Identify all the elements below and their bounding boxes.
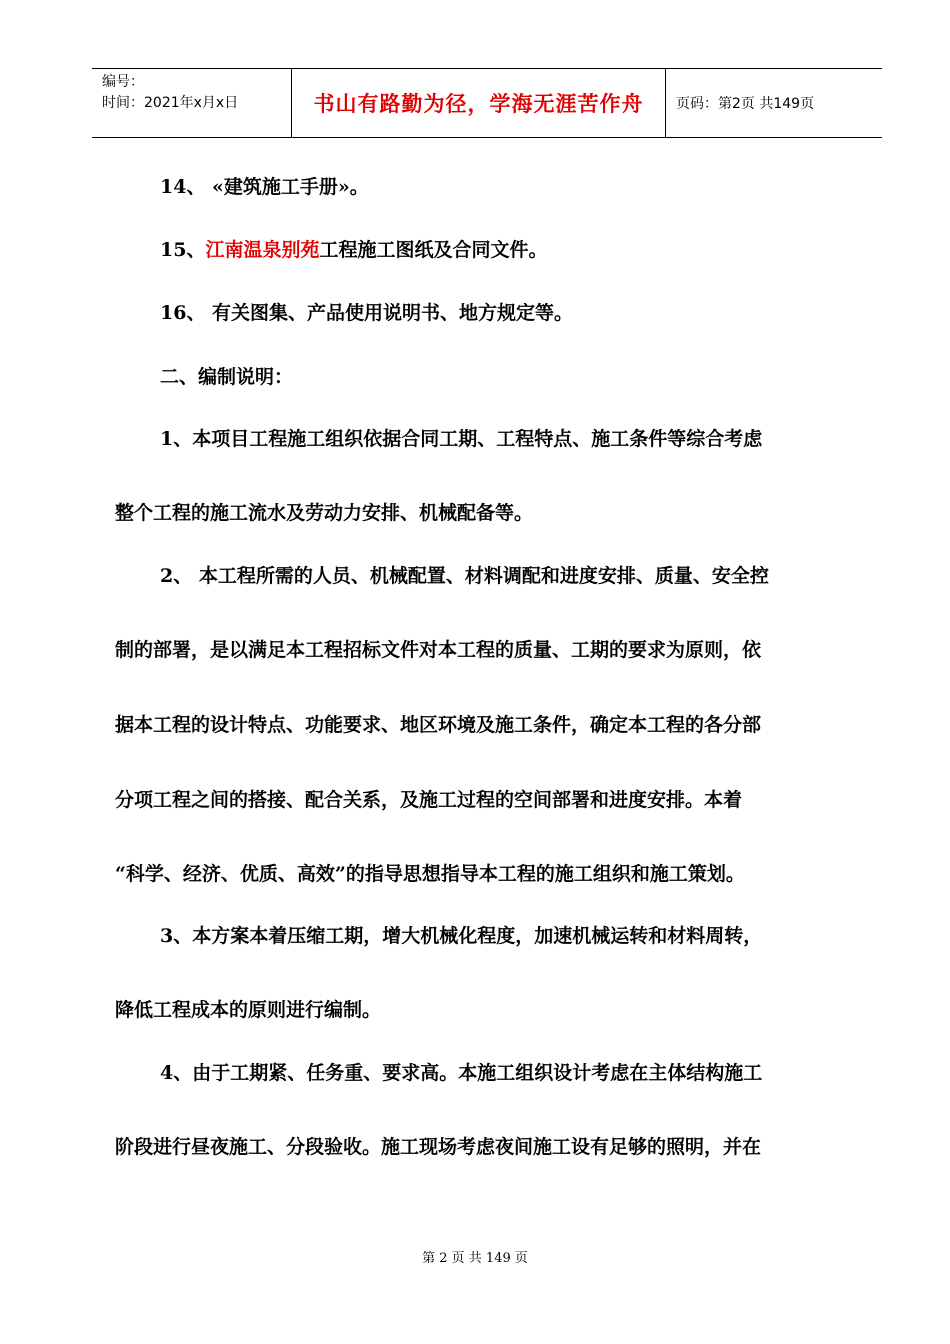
line-16: 16、 有关图集、产品使用说明书、地方规定等。 bbox=[160, 302, 574, 324]
paragraph-line: 2、 本工程所需的人员、机械配置、材料调配和进度安排、质量、安全控 bbox=[160, 565, 769, 587]
paragraph-line: 3、本方案本着压缩工期，增大机械化程度，加速机械运转和材料周转， bbox=[160, 925, 763, 947]
paragraph-line: 制的部署，是以满足本工程招标文件对本工程的质量、工期的要求为原则，依 bbox=[115, 639, 762, 661]
paragraph-line: “科学、经济、优质、高效”的指导思想指导本工程的施工组织和施工策划。 bbox=[115, 863, 745, 885]
paragraph-line: 1、本项目工程施工组织依据合同工期、工程特点、施工条件等综合考虑 bbox=[160, 428, 763, 450]
header-motto: 书山有路勤为径，学海无涯苦作舟 bbox=[292, 69, 666, 137]
header-page-info: 页码：第2页 共149页 bbox=[676, 96, 815, 112]
paragraph-line: 降低工程成本的原则进行编制。 bbox=[115, 999, 382, 1021]
header-meta bbox=[92, 69, 292, 137]
paragraph-line: 4、由于工期紧、任务重、要求高。本施工组织设计考虑在主体结构施工 bbox=[160, 1062, 763, 1084]
project-name-highlight: 江南温泉别苑 bbox=[205, 239, 320, 261]
paragraph-line: 据本工程的设计特点、功能要求、地区环境及施工条件，确定本工程的各分部 bbox=[115, 714, 762, 736]
time-label: 时间：2021年x月x日 bbox=[102, 95, 239, 111]
line-15 bbox=[160, 235, 547, 262]
line-15-prefix: 15、 bbox=[160, 239, 206, 261]
section-heading: 二、编制说明： bbox=[160, 366, 294, 388]
paragraph-line: 阶段进行昼夜施工、分段验收。施工现场考虑夜间施工设有足够的照明，并在 bbox=[115, 1136, 762, 1158]
paragraph-line: 整个工程的施工流水及劳动力安排、机械配备等。 bbox=[115, 502, 534, 524]
page-header bbox=[92, 68, 882, 138]
paragraph-line: 分项工程之间的搭接、配合关系，及施工过程的空间部署和进度安排。本着 bbox=[115, 789, 743, 811]
line-15-rest: 工程施工图纸及合同文件。 bbox=[319, 239, 548, 261]
number-label: 编号： bbox=[102, 74, 144, 90]
page-footer: 第 2 页 共 149 页 bbox=[422, 1251, 528, 1266]
line-14: 14、 «建筑施工手册»。 bbox=[160, 176, 369, 198]
